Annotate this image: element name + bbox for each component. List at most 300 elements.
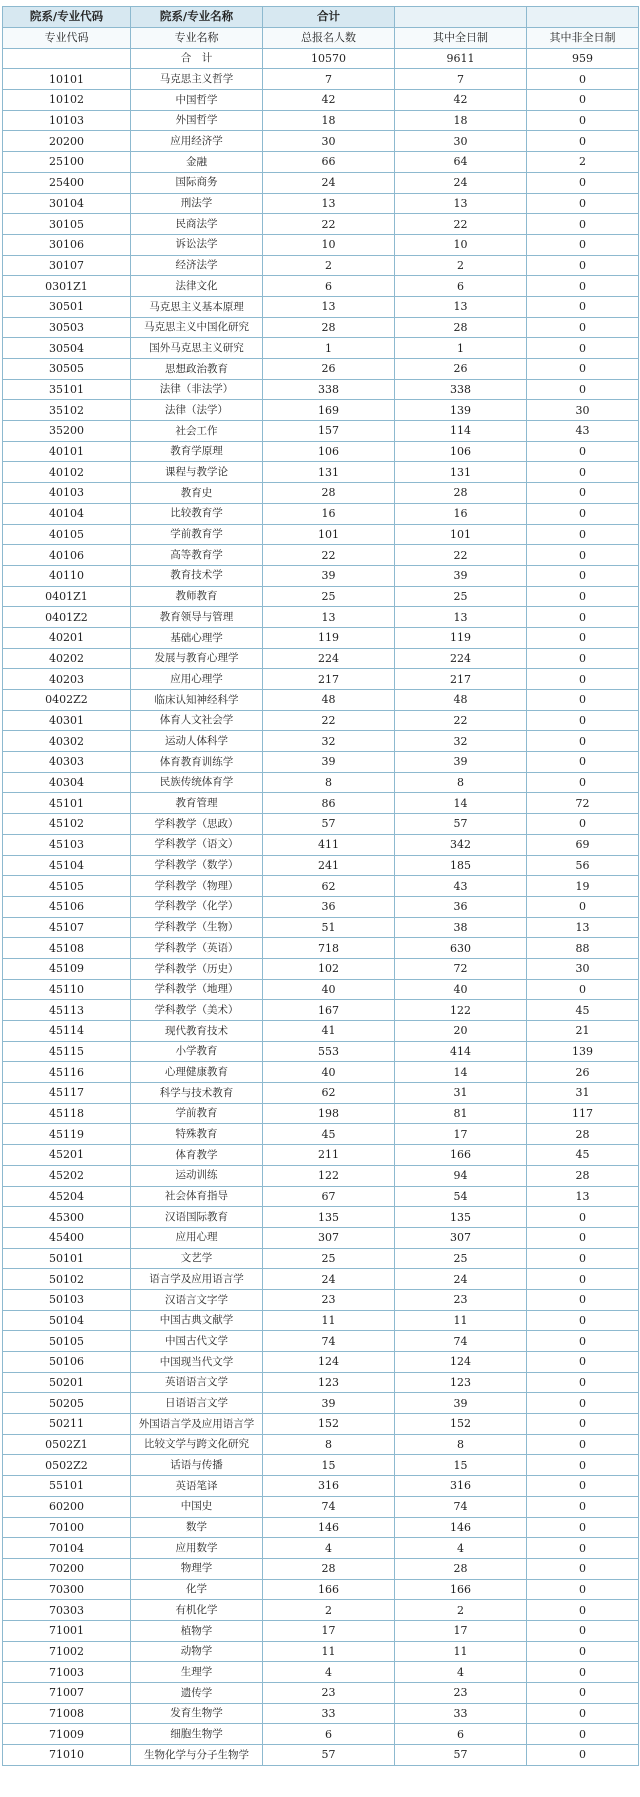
cell-code: 45101 [3, 793, 131, 814]
cell-fulltime: 4 [395, 1662, 527, 1683]
cell-total: 119 [263, 627, 395, 648]
cell-code: 35200 [3, 421, 131, 442]
cell-name: 教育学原理 [131, 441, 263, 462]
cell-fulltime: 630 [395, 938, 527, 959]
cell-name: 金融 [131, 152, 263, 173]
cell-code: 30104 [3, 193, 131, 214]
cell-total: 45 [263, 1124, 395, 1145]
cell-parttime: 0 [527, 731, 639, 752]
cell-parttime: 0 [527, 214, 639, 235]
cell-parttime: 0 [527, 1372, 639, 1393]
cell-name: 运动训练 [131, 1165, 263, 1186]
cell-code: 40110 [3, 565, 131, 586]
cell-fulltime: 122 [395, 1000, 527, 1021]
cell-fulltime: 24 [395, 1269, 527, 1290]
cell-name: 应用心理学 [131, 669, 263, 690]
table-row [3, 1124, 639, 1145]
cell-code: 50102 [3, 1269, 131, 1290]
cell-total: 553 [263, 1041, 395, 1062]
cell-parttime: 0 [527, 1745, 639, 1766]
cell-fulltime: 36 [395, 896, 527, 917]
cell-total: 10 [263, 234, 395, 255]
table-row [3, 690, 639, 711]
cell-total: 122 [263, 1165, 395, 1186]
cell-name: 中国哲学 [131, 90, 263, 111]
cell-code: 70100 [3, 1517, 131, 1538]
cell-fulltime: 32 [395, 731, 527, 752]
cell-total: 16 [263, 503, 395, 524]
cell-fulltime: 185 [395, 855, 527, 876]
cell-code: 50205 [3, 1393, 131, 1414]
cell-code: 70303 [3, 1600, 131, 1621]
table-row [3, 669, 639, 690]
cell-fulltime: 28 [395, 317, 527, 338]
cell-name: 英语语言文学 [131, 1372, 263, 1393]
cell-parttime: 0 [527, 462, 639, 483]
cell-code: 45116 [3, 1062, 131, 1083]
table-row [3, 152, 639, 173]
table-row [3, 1393, 639, 1414]
cell-total: 217 [263, 669, 395, 690]
cell-parttime: 0 [527, 1496, 639, 1517]
cell-total: 101 [263, 524, 395, 545]
cell-fulltime: 25 [395, 586, 527, 607]
cell-fulltime: 4 [395, 1538, 527, 1559]
cell-parttime: 19 [527, 876, 639, 897]
cell-parttime: 0 [527, 90, 639, 111]
cell-code: 45119 [3, 1124, 131, 1145]
cell-parttime: 43 [527, 421, 639, 442]
cell-total: 4 [263, 1662, 395, 1683]
cell-code: 30107 [3, 255, 131, 276]
cell-fulltime: 23 [395, 1683, 527, 1704]
cell-fulltime: 17 [395, 1620, 527, 1641]
cell-total: 25 [263, 586, 395, 607]
cell-fulltime: 166 [395, 1145, 527, 1166]
cell-name: 汉语国际教育 [131, 1207, 263, 1228]
cell-total: 4 [263, 1538, 395, 1559]
cell-total: 338 [263, 379, 395, 400]
cell-fulltime: 414 [395, 1041, 527, 1062]
cell-name: 物理学 [131, 1558, 263, 1579]
table-row [3, 979, 639, 1000]
table-row [3, 1021, 639, 1042]
cell-fulltime: 26 [395, 359, 527, 380]
cell-parttime: 0 [527, 1641, 639, 1662]
cell-total: 6 [263, 276, 395, 297]
table-row [3, 896, 639, 917]
cell-code: 60200 [3, 1496, 131, 1517]
cell-name: 遗传学 [131, 1683, 263, 1704]
cell-fulltime: 17 [395, 1124, 527, 1145]
cell-code: 30505 [3, 359, 131, 380]
cell-total: 2 [263, 1600, 395, 1621]
cell-name: 英语笔译 [131, 1476, 263, 1497]
table-row [3, 1145, 639, 1166]
subheader-total: 总报名人数 [263, 28, 395, 49]
table-row [3, 172, 639, 193]
cell-code: 45107 [3, 917, 131, 938]
table-row [3, 276, 639, 297]
cell-name: 学科教学（思政） [131, 814, 263, 835]
cell-parttime: 0 [527, 296, 639, 317]
table-row [3, 1103, 639, 1124]
cell-fulltime: 39 [395, 752, 527, 773]
table-row [3, 1683, 639, 1704]
cell-name: 应用经济学 [131, 131, 263, 152]
cell-code: 50105 [3, 1331, 131, 1352]
cell-code: 45204 [3, 1186, 131, 1207]
cell-fulltime: 22 [395, 710, 527, 731]
cell-parttime: 0 [527, 669, 639, 690]
cell-name: 比较教育学 [131, 503, 263, 524]
cell-name: 法律文化 [131, 276, 263, 297]
cell-fulltime: 25 [395, 1248, 527, 1269]
cell-name: 化学 [131, 1579, 263, 1600]
cell-total: 57 [263, 1745, 395, 1766]
cell-parttime: 0 [527, 648, 639, 669]
cell-name: 学科教学（地理） [131, 979, 263, 1000]
cell-code: 45105 [3, 876, 131, 897]
cell-fulltime: 8 [395, 1434, 527, 1455]
cell-parttime: 0 [527, 276, 639, 297]
cell-code: 45106 [3, 896, 131, 917]
header-dept-name: 院系/专业名称 [131, 7, 263, 28]
cell-parttime: 0 [527, 627, 639, 648]
cell-code: 0402Z2 [3, 690, 131, 711]
cell-parttime: 0 [527, 1434, 639, 1455]
cell-total: 40 [263, 979, 395, 1000]
cell-total: 135 [263, 1207, 395, 1228]
cell-parttime: 30 [527, 400, 639, 421]
cell-total: 32 [263, 731, 395, 752]
cell-fulltime: 119 [395, 627, 527, 648]
cell-code: 71001 [3, 1620, 131, 1641]
cell-parttime: 0 [527, 193, 639, 214]
cell-parttime: 0 [527, 1393, 639, 1414]
table-row [3, 710, 639, 731]
cell-fulltime: 6 [395, 276, 527, 297]
table-row [3, 1620, 639, 1641]
cell-name: 中国史 [131, 1496, 263, 1517]
cell-total: 86 [263, 793, 395, 814]
cell-code: 30504 [3, 338, 131, 359]
cell-name: 社会体育指导 [131, 1186, 263, 1207]
cell-code: 0502Z1 [3, 1434, 131, 1455]
cell-name: 社会工作 [131, 421, 263, 442]
cell-code: 0301Z1 [3, 276, 131, 297]
cell-parttime: 0 [527, 814, 639, 835]
cell-parttime: 117 [527, 1103, 639, 1124]
cell-fulltime: 114 [395, 421, 527, 442]
cell-name: 植物学 [131, 1620, 263, 1641]
cell-parttime: 0 [527, 524, 639, 545]
cell-code: 45113 [3, 1000, 131, 1021]
cell-code: 0401Z1 [3, 586, 131, 607]
cell-code: 45202 [3, 1165, 131, 1186]
table-row [3, 1083, 639, 1104]
cell-fulltime: 224 [395, 648, 527, 669]
cell-total: 157 [263, 421, 395, 442]
cell-name: 学科教学（物理） [131, 876, 263, 897]
cell-code: 35101 [3, 379, 131, 400]
cell-total: 13 [263, 193, 395, 214]
cell-parttime: 0 [527, 979, 639, 1000]
header-total: 合计 [263, 7, 395, 28]
cell-name: 中国现当代文学 [131, 1352, 263, 1373]
cell-total: 307 [263, 1227, 395, 1248]
table-row [3, 1352, 639, 1373]
cell-code: 45110 [3, 979, 131, 1000]
cell-name: 国际商务 [131, 172, 263, 193]
cell-code: 45117 [3, 1083, 131, 1104]
table-subheader-row [3, 28, 639, 49]
cell-parttime: 45 [527, 1000, 639, 1021]
table-row [3, 441, 639, 462]
cell-code: 50104 [3, 1310, 131, 1331]
cell-fulltime: 1 [395, 338, 527, 359]
table-row [3, 1372, 639, 1393]
cell-name: 汉语言文字学 [131, 1289, 263, 1310]
cell-total: 23 [263, 1683, 395, 1704]
cell-total: 36 [263, 896, 395, 917]
cell-parttime: 0 [527, 710, 639, 731]
cell-code: 40105 [3, 524, 131, 545]
cell-name: 学前教育学 [131, 524, 263, 545]
cell-parttime: 0 [527, 483, 639, 504]
table-row [3, 1310, 639, 1331]
cell-total: 66 [263, 152, 395, 173]
cell-total: 40 [263, 1062, 395, 1083]
cell-name: 刑法学 [131, 193, 263, 214]
cell-name: 学科教学（美术） [131, 1000, 263, 1021]
cell-code: 40202 [3, 648, 131, 669]
cell-total: 7 [263, 69, 395, 90]
cell-name: 数学 [131, 1517, 263, 1538]
header-blank-2 [527, 7, 639, 28]
table-row [3, 1331, 639, 1352]
cell-parttime: 0 [527, 234, 639, 255]
table-row [3, 1476, 639, 1497]
cell-fulltime: 13 [395, 607, 527, 628]
cell-code: 71002 [3, 1641, 131, 1662]
cell-name: 课程与教学论 [131, 462, 263, 483]
cell-fulltime: 2 [395, 255, 527, 276]
cell-parttime: 0 [527, 1517, 639, 1538]
cell-total: 411 [263, 834, 395, 855]
cell-name: 马克思主义中国化研究 [131, 317, 263, 338]
cell-code: 30105 [3, 214, 131, 235]
table-row [3, 1641, 639, 1662]
cell-parttime: 88 [527, 938, 639, 959]
cell-total: 8 [263, 1434, 395, 1455]
table-row [3, 1000, 639, 1021]
cell-parttime: 21 [527, 1021, 639, 1042]
cell-code: 40302 [3, 731, 131, 752]
cell-name: 体育教学 [131, 1145, 263, 1166]
cell-parttime: 72 [527, 793, 639, 814]
cell-total: 74 [263, 1331, 395, 1352]
cell-total: 11 [263, 1641, 395, 1662]
table-header-row [3, 7, 639, 28]
cell-name: 民族传统体育学 [131, 772, 263, 793]
cell-name: 马克思主义基本原理 [131, 296, 263, 317]
cell-code: 45114 [3, 1021, 131, 1042]
table-row [3, 917, 639, 938]
table-row [3, 1558, 639, 1579]
cell-total: 22 [263, 710, 395, 731]
table-row [3, 1724, 639, 1745]
cell-name: 国外马克思主义研究 [131, 338, 263, 359]
table-row [3, 400, 639, 421]
cell-name: 学科教学（语文） [131, 834, 263, 855]
cell-code: 45115 [3, 1041, 131, 1062]
cell-parttime: 0 [527, 1248, 639, 1269]
cell-parttime: 0 [527, 338, 639, 359]
cell-name: 法律（法学） [131, 400, 263, 421]
cell-parttime: 0 [527, 1683, 639, 1704]
table-row [3, 214, 639, 235]
cell-fulltime: 48 [395, 690, 527, 711]
table-row [3, 1600, 639, 1621]
cell-total: 30 [263, 131, 395, 152]
table-row [3, 565, 639, 586]
cell-parttime: 0 [527, 1414, 639, 1435]
cell-parttime: 0 [527, 1227, 639, 1248]
cell-parttime: 0 [527, 1703, 639, 1724]
cell-fulltime: 139 [395, 400, 527, 421]
cell-code: 40301 [3, 710, 131, 731]
subheader-code: 专业代码 [3, 28, 131, 49]
cell-name: 学前教育 [131, 1103, 263, 1124]
cell-total: 198 [263, 1103, 395, 1124]
cell-fulltime: 18 [395, 110, 527, 131]
cell-code: 30503 [3, 317, 131, 338]
cell-name: 体育人文社会学 [131, 710, 263, 731]
cell-total: 28 [263, 1558, 395, 1579]
cell-name: 外国语言学及应用语言学 [131, 1414, 263, 1435]
cell-code: 40201 [3, 627, 131, 648]
cell-code: 71007 [3, 1683, 131, 1704]
cell-parttime: 0 [527, 69, 639, 90]
cell-total: 42 [263, 90, 395, 111]
cell-name: 语言学及应用语言学 [131, 1269, 263, 1290]
table-row [3, 1248, 639, 1269]
table-row [3, 814, 639, 835]
cell-name: 教育领导与管理 [131, 607, 263, 628]
cell-fulltime: 43 [395, 876, 527, 897]
cell-total: 33 [263, 1703, 395, 1724]
cell-code: 71009 [3, 1724, 131, 1745]
cell-total: 102 [263, 958, 395, 979]
cell-total: 22 [263, 545, 395, 566]
cell-parttime: 139 [527, 1041, 639, 1062]
cell-name: 动物学 [131, 1641, 263, 1662]
cell-parttime: 69 [527, 834, 639, 855]
cell-parttime: 0 [527, 565, 639, 586]
cell-name: 比较文学与跨文化研究 [131, 1434, 263, 1455]
cell-parttime: 0 [527, 1579, 639, 1600]
cell-fulltime: 22 [395, 214, 527, 235]
cell-fulltime: 217 [395, 669, 527, 690]
cell-parttime: 0 [527, 1289, 639, 1310]
cell-fulltime: 33 [395, 1703, 527, 1724]
cell-fulltime: 28 [395, 1558, 527, 1579]
cell-fulltime: 9611 [395, 48, 527, 69]
cell-code: 45118 [3, 1103, 131, 1124]
cell-fulltime: 39 [395, 1393, 527, 1414]
cell-total: 106 [263, 441, 395, 462]
cell-code: 71003 [3, 1662, 131, 1683]
table-row [3, 1062, 639, 1083]
cell-parttime: 0 [527, 1310, 639, 1331]
header-dept-code: 院系/专业代码 [3, 7, 131, 28]
cell-total: 51 [263, 917, 395, 938]
cell-fulltime: 72 [395, 958, 527, 979]
cell-parttime: 0 [527, 1538, 639, 1559]
cell-parttime: 45 [527, 1145, 639, 1166]
table-row [3, 1579, 639, 1600]
cell-parttime: 0 [527, 772, 639, 793]
cell-code: 50101 [3, 1248, 131, 1269]
cell-name: 外国哲学 [131, 110, 263, 131]
cell-parttime: 0 [527, 110, 639, 131]
cell-parttime: 0 [527, 379, 639, 400]
cell-code: 45108 [3, 938, 131, 959]
cell-name: 合 计 [131, 48, 263, 69]
cell-fulltime: 10 [395, 234, 527, 255]
cell-parttime: 0 [527, 1331, 639, 1352]
cell-total: 24 [263, 1269, 395, 1290]
cell-name: 特殊教育 [131, 1124, 263, 1145]
cell-parttime: 0 [527, 131, 639, 152]
cell-total: 316 [263, 1476, 395, 1497]
cell-fulltime: 15 [395, 1455, 527, 1476]
table-row [3, 1041, 639, 1062]
table-row [3, 524, 639, 545]
cell-parttime: 0 [527, 359, 639, 380]
cell-code: 10101 [3, 69, 131, 90]
subheader-parttime: 其中非全日制 [527, 28, 639, 49]
cell-name: 科学与技术教育 [131, 1083, 263, 1104]
table-row [3, 772, 639, 793]
table-row [3, 462, 639, 483]
cell-fulltime: 135 [395, 1207, 527, 1228]
cell-fulltime: 6 [395, 1724, 527, 1745]
cell-name: 生物化学与分子生物学 [131, 1745, 263, 1766]
table-row [3, 131, 639, 152]
cell-name: 基础心理学 [131, 627, 263, 648]
cell-parttime: 13 [527, 917, 639, 938]
table-row [3, 90, 639, 111]
cell-parttime: 0 [527, 255, 639, 276]
cell-name: 心理健康教育 [131, 1062, 263, 1083]
cell-name: 发展与教育心理学 [131, 648, 263, 669]
table-row-total [3, 48, 639, 69]
cell-total: 13 [263, 296, 395, 317]
cell-code: 71010 [3, 1745, 131, 1766]
cell-fulltime: 11 [395, 1641, 527, 1662]
table-row [3, 296, 639, 317]
cell-code: 50211 [3, 1414, 131, 1435]
cell-fulltime: 74 [395, 1331, 527, 1352]
cell-code: 20200 [3, 131, 131, 152]
cell-fulltime: 152 [395, 1414, 527, 1435]
cell-total: 26 [263, 359, 395, 380]
cell-total: 57 [263, 814, 395, 835]
cell-parttime: 13 [527, 1186, 639, 1207]
cell-code: 40304 [3, 772, 131, 793]
